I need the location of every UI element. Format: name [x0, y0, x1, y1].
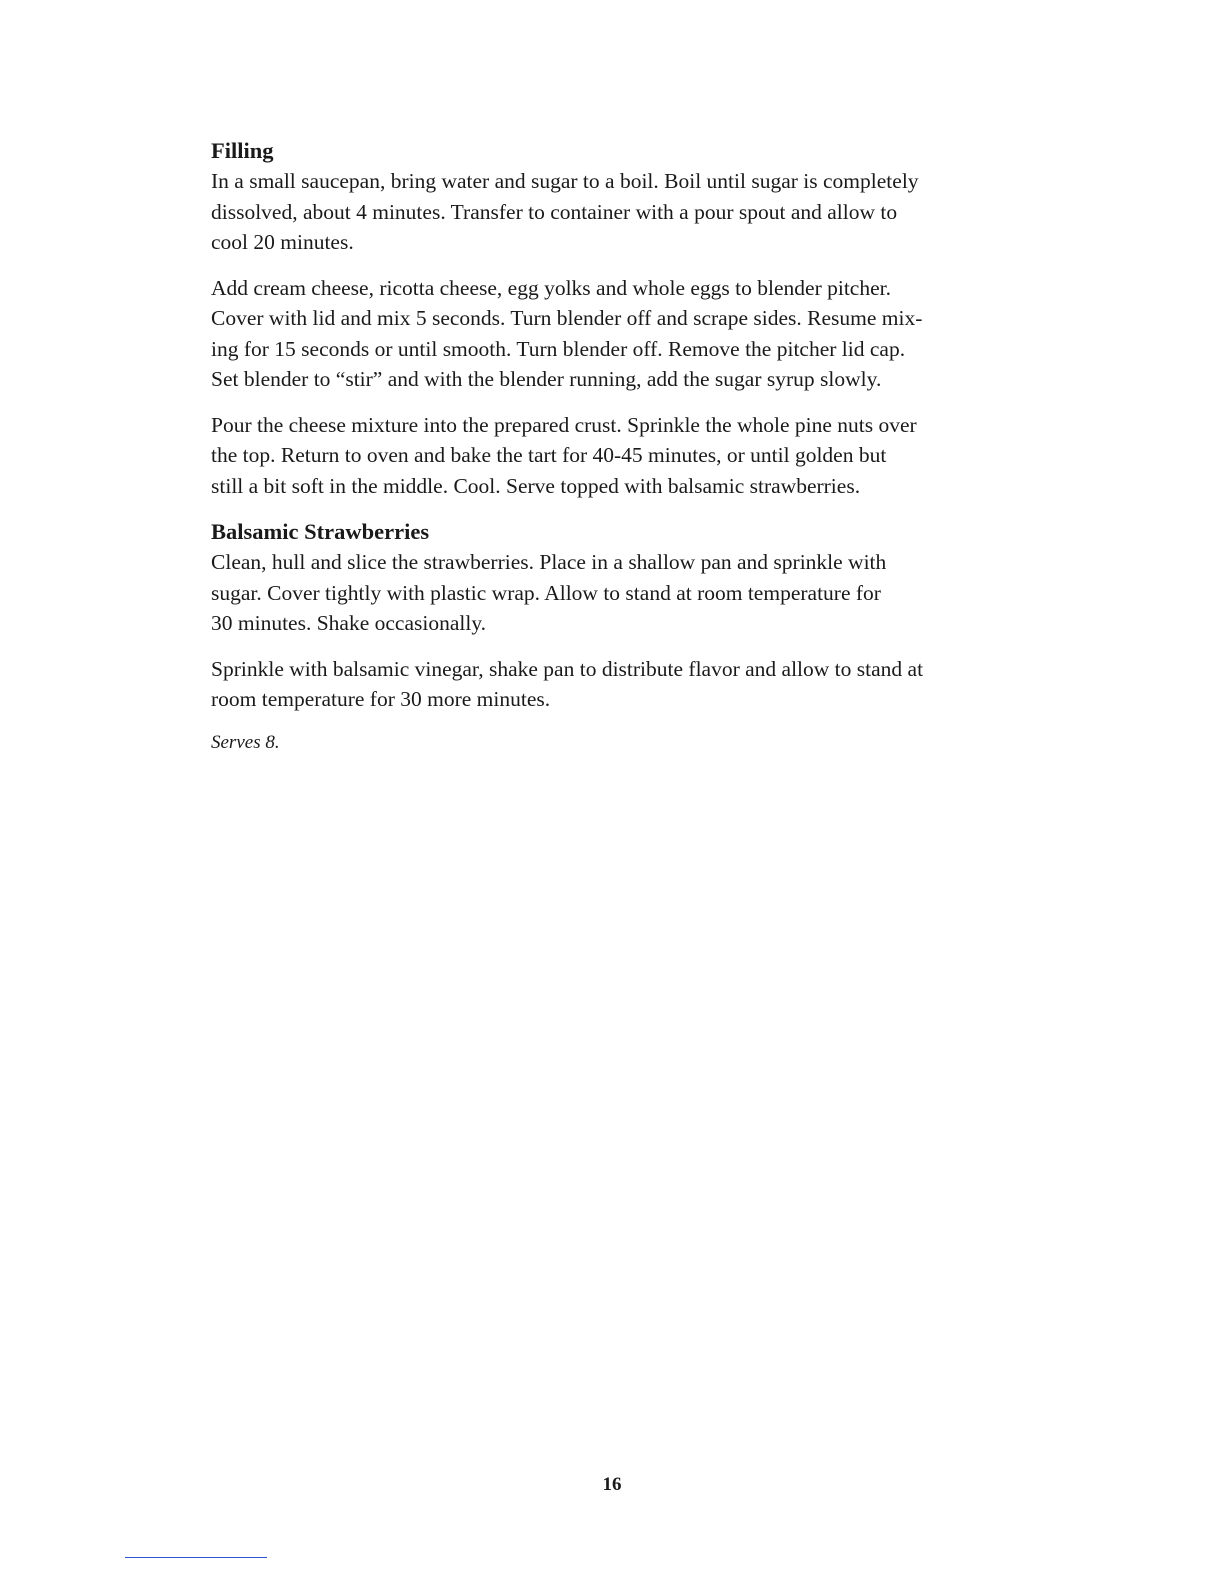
serves-note: Serves 8. — [211, 731, 280, 753]
page-number: 16 — [602, 1474, 622, 1495]
filling-heading: Filling — [211, 138, 274, 163]
filling-paragraph — [211, 410, 1011, 502]
text-line: 30 minutes. Shake occasionally. — [211, 611, 487, 635]
text-line: cool 20 minutes. — [211, 230, 354, 254]
balsamic-strawberries-heading: Balsamic Strawberries — [211, 519, 430, 544]
text-line: the top. Return to oven and bake the tart for 40-45 minutes, or until golden but — [211, 443, 887, 467]
text-line: ing for 15 seconds or until smooth. Turn blender off. Remove the pitcher lid cap. — [211, 336, 906, 361]
text-line: Cover with lid and mix 5 seconds. Turn blender off and scrape sides. Resume mix- — [211, 306, 923, 330]
filling-paragraph — [211, 166, 1011, 258]
text-line: dissolved, about 4 minutes. Transfer to container with a pour spout and allow to — [211, 199, 898, 224]
text-line: Pour the cheese mixture into the prepared crust. Sprinkle the whole pine nuts over — [211, 412, 917, 437]
strawberries-paragraph — [211, 547, 1011, 639]
strawberries-paragraph — [211, 654, 1011, 715]
footnote-rule — [125, 1557, 267, 1558]
text-line: room temperature for 30 more minutes. — [211, 687, 551, 711]
text-line: Clean, hull and slice the strawberries. Place in a shallow pan and sprinkle with — [211, 550, 887, 574]
text-line: Add cream cheese, ricotta cheese, egg yolks and whole eggs to blender pitcher. — [211, 275, 891, 300]
text-line: sugar. Cover tightly with plastic wrap. Allow to stand at room temperature for — [211, 580, 881, 605]
filling-paragraph — [211, 273, 1011, 395]
recipe-content — [211, 136, 1011, 776]
text-line: still a bit soft in the middle. Cool. Serve topped with balsamic strawberries. — [211, 473, 861, 498]
text-line: Set blender to “stir” and with the blender running, add the sugar syrup slowly. — [211, 367, 882, 391]
text-line: Sprinkle with balsamic vinegar, shake pan to distribute flavor and allow to stand at — [211, 656, 924, 681]
text-line: In a small saucepan, bring water and sugar to a boil. Boil until sugar is completely — [211, 169, 919, 193]
